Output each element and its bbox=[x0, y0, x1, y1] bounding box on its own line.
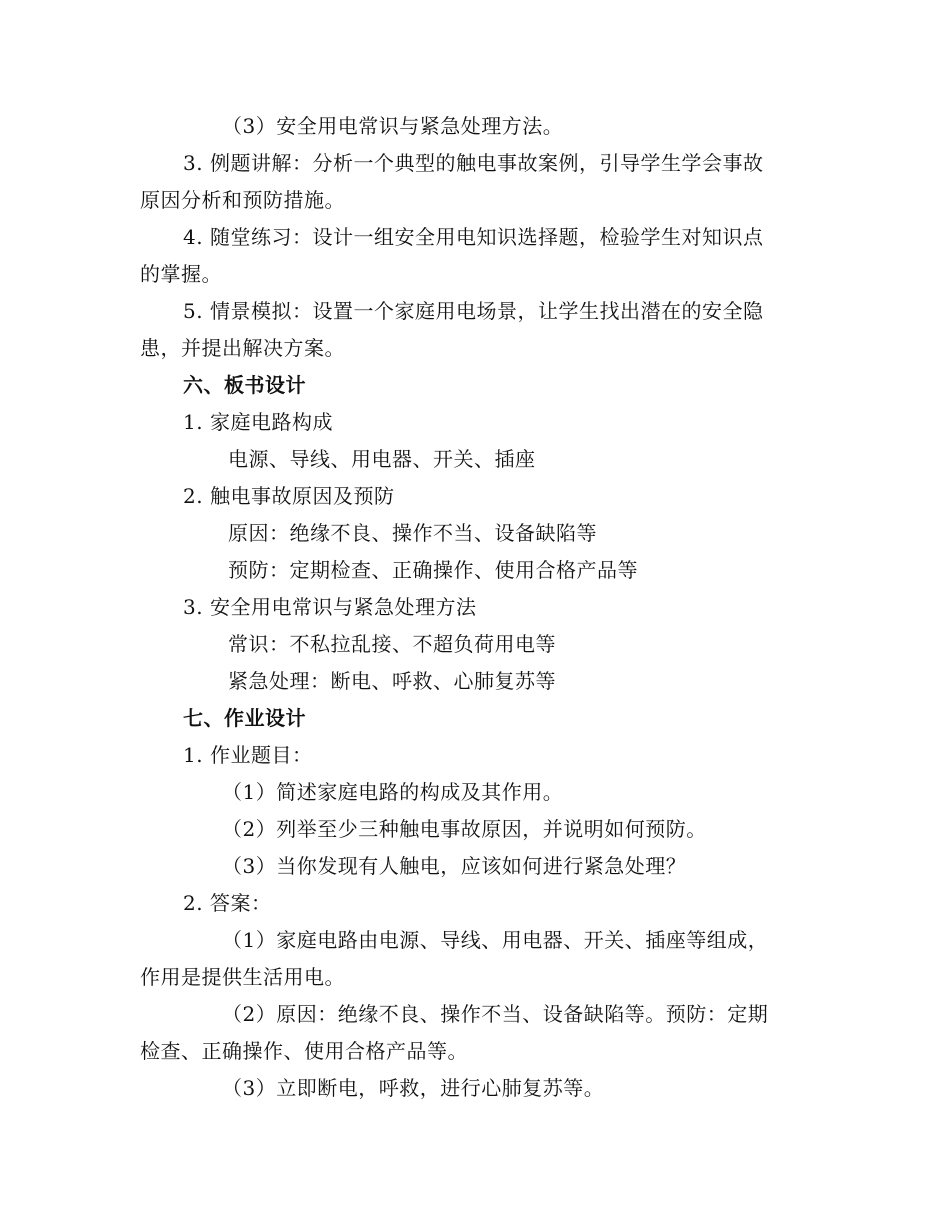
text-line: 5. 情景模拟：设置一个家庭用电场景，让学生找出潜在的安全隐 bbox=[183, 299, 764, 323]
text-line: 作用是提供生活用电。 bbox=[140, 965, 345, 989]
text-line: 紧急处理：断电、呼救、心肺复苏等 bbox=[228, 669, 556, 693]
text-line: 常识：不私拉乱接、不超负荷用电等 bbox=[228, 632, 556, 656]
section-heading: 七、作业设计 bbox=[183, 706, 306, 730]
text-line: 3. 安全用电常识与紧急处理方法 bbox=[183, 595, 477, 619]
text-line: 原因：绝缘不良、操作不当、设备缺陷等 bbox=[228, 521, 597, 545]
text-line: 原因分析和预防措施。 bbox=[140, 188, 345, 212]
text-line: （1）家庭电路由电源、导线、用电器、开关、插座等组成， bbox=[222, 928, 769, 952]
text-line: 预防：定期检查、正确操作、使用合格产品等 bbox=[228, 558, 638, 582]
text-line: 患，并提出解决方案。 bbox=[140, 336, 345, 360]
text-line: （3）立即断电，呼救，进行心肺复苏等。 bbox=[222, 1076, 605, 1100]
text-line: （2）原因：绝缘不良、操作不当、设备缺陷等。预防：定期 bbox=[222, 1002, 769, 1026]
text-line: 4. 随堂练习：设计一组安全用电知识选择题，检验学生对知识点 bbox=[183, 225, 764, 249]
text-line: （3）安全用电常识与紧急处理方法。 bbox=[222, 114, 564, 138]
text-line: （1）简述家庭电路的构成及其作用。 bbox=[222, 780, 564, 804]
text-line: 的掌握。 bbox=[140, 262, 222, 286]
text-line: （3）当你发现有人触电，应该如何进行紧急处理？ bbox=[222, 854, 687, 878]
text-line: 3. 例题讲解：分析一个典型的触电事故案例，引导学生学会事故 bbox=[183, 151, 764, 175]
text-line: 2. 答案： bbox=[183, 891, 272, 915]
text-line: （2）列举至少三种触电事故原因，并说明如何预防。 bbox=[222, 817, 707, 841]
text-line: 1. 家庭电路构成 bbox=[183, 410, 333, 434]
text-line: 1. 作业题目： bbox=[183, 743, 313, 767]
section-heading: 六、板书设计 bbox=[183, 373, 306, 397]
text-line: 检查、正确操作、使用合格产品等。 bbox=[140, 1039, 468, 1063]
text-line: 2. 触电事故原因及预防 bbox=[183, 484, 395, 508]
text-line: 电源、导线、用电器、开关、插座 bbox=[228, 447, 536, 471]
